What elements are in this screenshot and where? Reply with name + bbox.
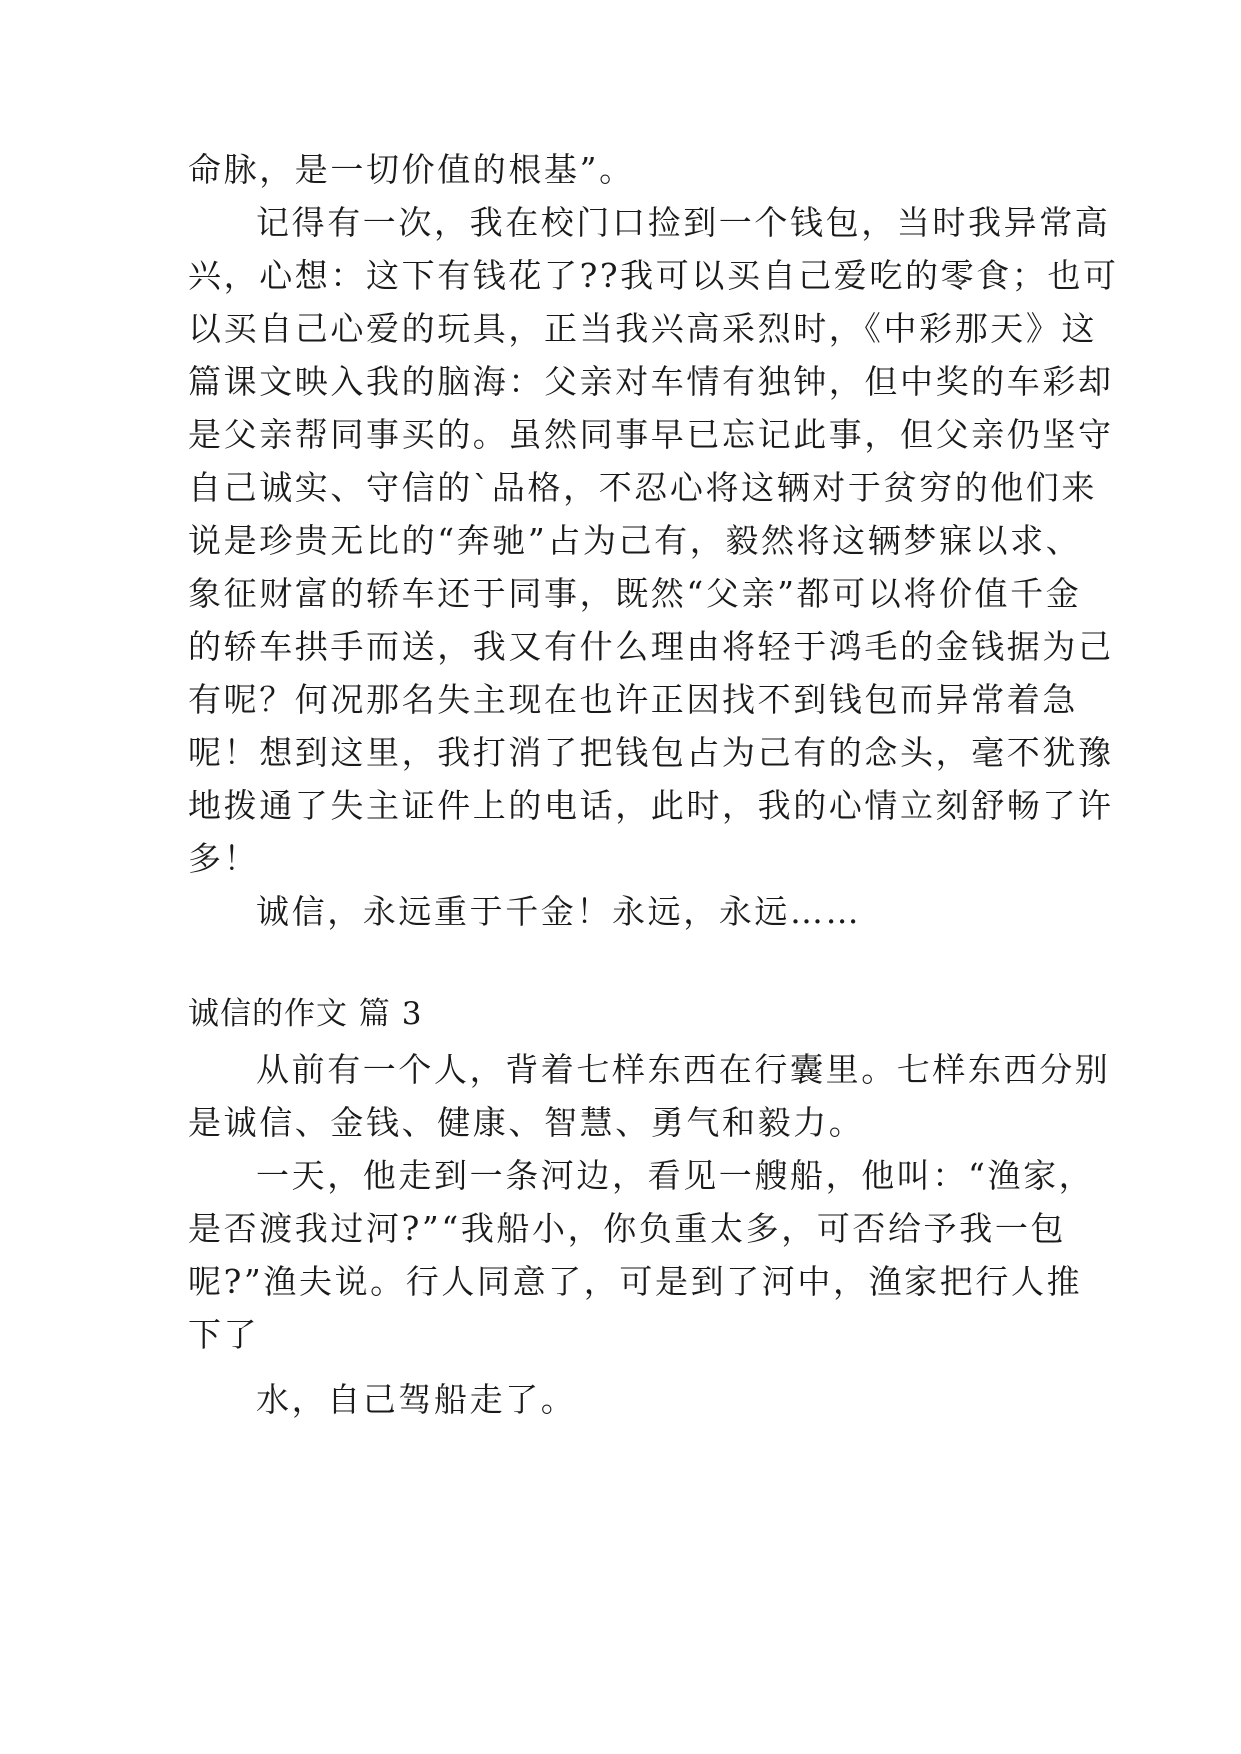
paragraph-line: 自己诚实、守信的`品格，不忍心将这辆对于贫穷的他们来: [188, 468, 1098, 507]
paragraph-line: 是父亲帮同事买的。虽然同事早已忘记此事，但父亲仍坚守: [188, 415, 1114, 454]
paragraph-line: 有呢？何况那名失主现在也许正因找不到钱包而异常着急: [188, 680, 1078, 719]
paragraph-line: 从前有一个人，背着七样东西在行囊里。七样东西分别: [256, 1050, 1111, 1089]
paragraph-line: 篇课文映入我的脑海：父亲对车情有独钟，但中奖的车彩却: [188, 362, 1114, 401]
paragraph-line: 是否渡我过河?”“我船小，你负重太多，可否给予我一包: [188, 1209, 1067, 1248]
paragraph-line: 下了: [188, 1315, 260, 1354]
paragraph-line: 水，自己驾船走了。: [256, 1380, 577, 1419]
paragraph-line: 诚信，永远重于千金！永远，永远……: [256, 892, 862, 931]
paragraph-line: 命脉，是一切价值的根基”。: [188, 150, 635, 189]
paragraph-line: 兴，心想：这下有钱花了??我可以买自己爱吃的零食；也可: [188, 256, 1119, 295]
paragraph-line: 呢！想到这里，我打消了把钱包占为己有的念头，毫不犹豫: [188, 733, 1114, 772]
section-heading: 诚信的作文 篇 3: [188, 996, 423, 1032]
paragraph-line: 记得有一次，我在校门口捡到一个钱包，当时我异常高: [256, 203, 1111, 242]
paragraph-line: 象征财富的轿车还于同事，既然“父亲”都可以将价值千金: [188, 574, 1082, 613]
paragraph-line: 一天，他走到一条河边，看见一艘船，他叫：“渔家，: [256, 1156, 1095, 1195]
paragraph-line: 呢?”渔夫说。行人同意了，可是到了河中，渔家把行人推: [188, 1262, 1083, 1301]
paragraph-line: 多！: [188, 839, 260, 878]
paragraph-line: 的轿车拱手而送，我又有什么理由将轻于鸿毛的金钱据为己: [188, 627, 1114, 666]
paragraph-line: 以买自己心爱的玩具，正当我兴高采烈时，《中彩那天》这: [188, 309, 1098, 348]
paragraph-line: 地拨通了失主证件上的电话，此时，我的心情立刻舒畅了许: [188, 786, 1114, 825]
paragraph-line: 说是珍贵无比的“奔驰”占为己有，毅然将这辆梦寐以求、: [188, 521, 1082, 560]
paragraph-line: 是诚信、金钱、健康、智慧、勇气和毅力。: [188, 1103, 865, 1142]
